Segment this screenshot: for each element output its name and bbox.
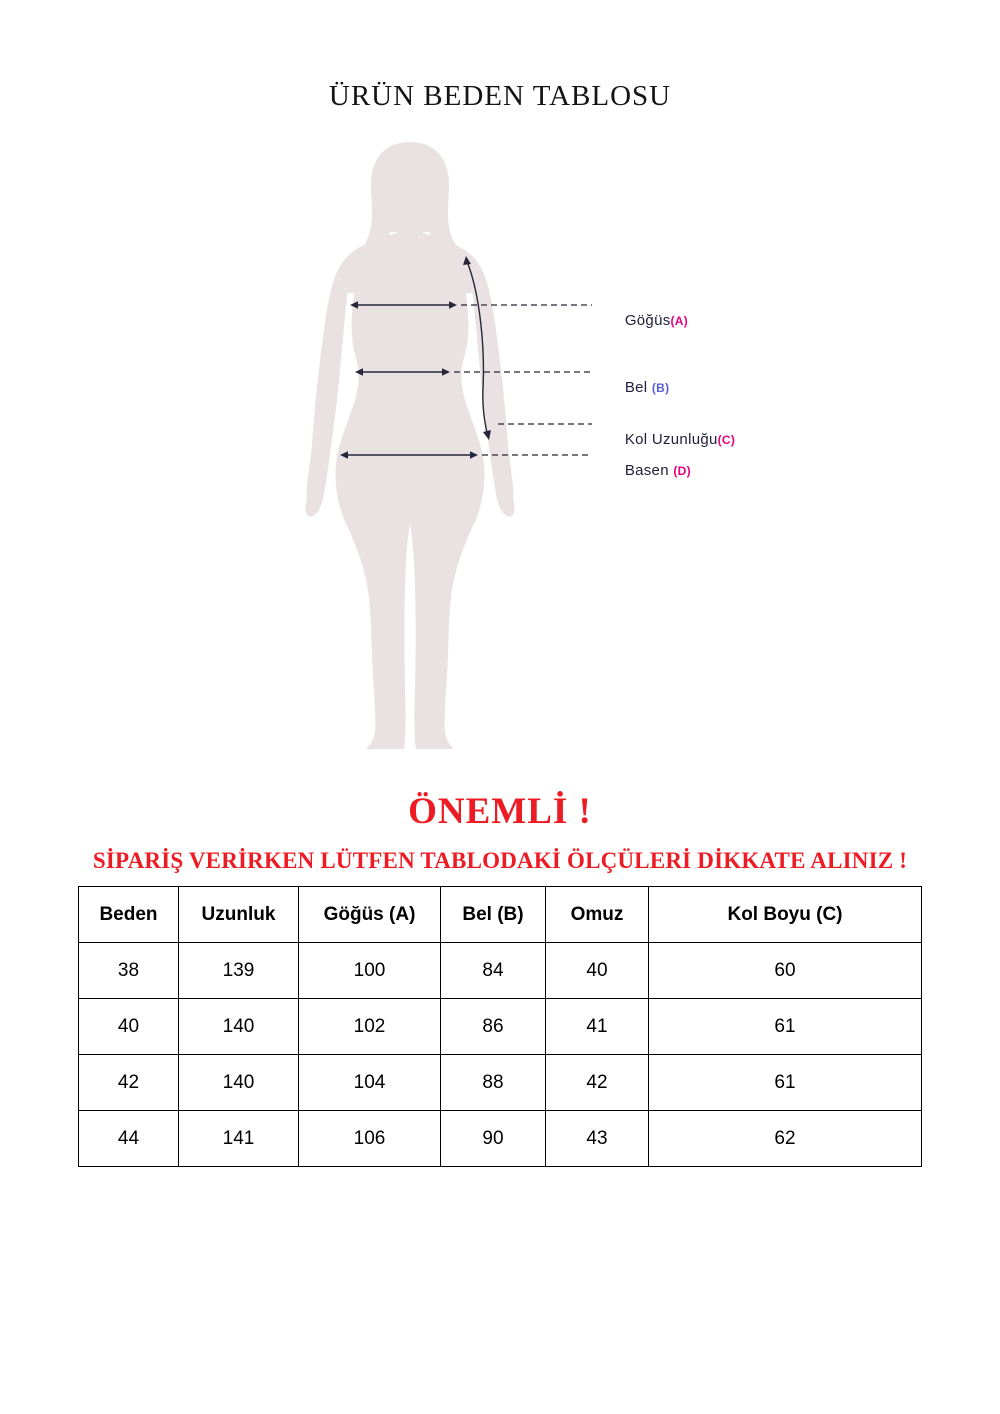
measurement-label-bel <box>598 364 669 412</box>
header-uzunluk: Uzunluk <box>179 887 299 943</box>
cell-gogus: 104 <box>299 1055 441 1111</box>
cell-beden: 42 <box>79 1055 179 1111</box>
measurement-code: (A) <box>670 314 689 328</box>
header-bel: Bel (B) <box>441 887 546 943</box>
cell-uzunluk: 139 <box>179 943 299 999</box>
measurement-code: (C) <box>717 433 736 447</box>
measurement-label-text: Göğüs <box>624 312 671 329</box>
cell-omuz: 41 <box>546 999 649 1055</box>
header-omuz: Omuz <box>546 887 649 943</box>
body-silhouette <box>305 210 514 749</box>
warning-text: SİPARİŞ VERİRKEN LÜTFEN TABLODAKİ ÖLÇÜLERİ DİKKATE ALINIZ ! <box>92 848 908 873</box>
cell-gogus: 100 <box>299 943 441 999</box>
cell-gogus: 102 <box>299 999 441 1055</box>
cell-kol-boyu: 60 <box>649 943 922 999</box>
header-beden: Beden <box>79 887 179 943</box>
cell-bel: 90 <box>441 1111 546 1167</box>
measurement-code: (B) <box>651 381 670 395</box>
cell-uzunluk: 141 <box>179 1111 299 1167</box>
measurement-label-text: Kol Uzunluğu <box>624 431 718 448</box>
cell-bel: 86 <box>441 999 546 1055</box>
table-row <box>79 1055 922 1111</box>
measurement-label-basen <box>598 447 691 495</box>
table-row <box>79 999 922 1055</box>
cell-kol-boyu: 61 <box>649 999 922 1055</box>
cell-kol-boyu: 62 <box>649 1111 922 1167</box>
cell-beden: 38 <box>79 943 179 999</box>
header-kol-boyu: Kol Boyu (C) <box>649 887 922 943</box>
header-gogus: Göğüs (A) <box>299 887 441 943</box>
size-table <box>78 886 922 1167</box>
table-header-row <box>79 887 922 943</box>
cell-kol-boyu: 61 <box>649 1055 922 1111</box>
table-row <box>79 943 922 999</box>
cell-omuz: 43 <box>546 1111 649 1167</box>
cell-bel: 88 <box>441 1055 546 1111</box>
cell-bel: 84 <box>441 943 546 999</box>
cell-beden: 40 <box>79 999 179 1055</box>
cell-omuz: 40 <box>546 943 649 999</box>
measurement-code: (D) <box>673 464 691 478</box>
cell-uzunluk: 140 <box>179 999 299 1055</box>
measurement-label-gogus <box>598 297 688 345</box>
table-row <box>79 1111 922 1167</box>
important-heading: ÖNEMLİ ! <box>408 791 592 832</box>
cell-omuz: 42 <box>546 1055 649 1111</box>
measurement-label-text: Basen <box>624 462 674 479</box>
cell-gogus: 106 <box>299 1111 441 1167</box>
measurement-label-text: Bel <box>624 379 652 396</box>
page-title: ÜRÜN BEDEN TABLOSU <box>328 80 672 112</box>
cell-uzunluk: 140 <box>179 1055 299 1111</box>
cell-beden: 44 <box>79 1111 179 1167</box>
